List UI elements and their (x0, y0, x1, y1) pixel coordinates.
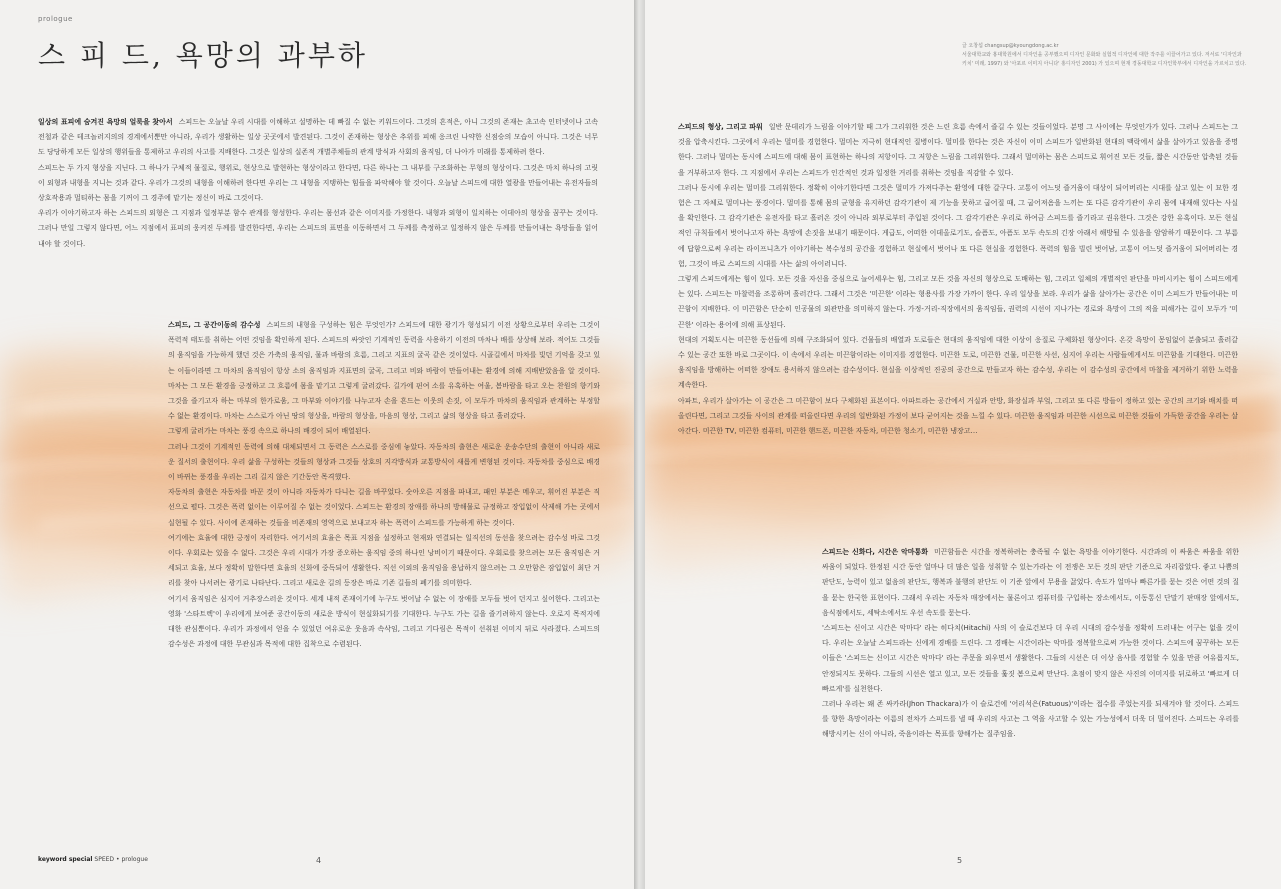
article-block-1 (38, 115, 598, 252)
left-page (0, 0, 634, 889)
author-bio: 서울대학교와 홍대학원에서 디자인을 공부했으며 디자인 문화와 실험적 디자인에 대한 작주를 이끌어가고 있다. 저서로 '디자인과 키치' 미래, 1997) 와 '아포르 이미지 아니다' 홍디자인 2001) 가 있으며 현재 경동대학교 디자인학부에서 디자인을 가르치고 있다. (962, 52, 1247, 68)
section-heading: 스피드, 그 공간이동의 감수성 (168, 321, 261, 329)
paragraph (168, 318, 600, 424)
paragraph-text: 스피드의 내형을 구성하는 힘은 무엇인가? 스피드에 대한 광기가 형성되기 이전 상황으로부터 우리는 그것이 폭력적 태도를 취하는 어떤 것임을 확인하게 된다. 스피드의 싸앗인 기계적인 동력을 사용하기 이전의 마차나 배를 상상해 보라. 적어도 그것들의 움직임을 가능하게 했던 것은 가축의 움직임, 물과 바람의 흐름, 그리고 지표의 굴곡 같은 것이었다. 시골길에서 마차를 빛던 기억을 갖고 있는 이들이라면 그 마차의 움직임이 항상 소의 움직임과 지표면의 굴곡, 그리고 비와 바람이 만들어내는 환경에 의해 지배받았음을 알 것이다. 마차는 그 모든 환경을 긍정하고 그 흐름에 몸을 맡기고 그렇게 굴러갔다. 길가에 핀여 소를 유혹하는 여울, 봄바람을 타고 오는 찬원의 향기와 그것을 즐기고자 하는 마부의 한가로움, 그 마부와 이야기를 나누고자 손을 흔드는 이웃의 손짓, 이 모두가 마차의 움직임과 관계하는 부정할 수 없는 환경이다. 마차는 스스로가 아닌 땅의 형상을, 바람의 형상을, 마음의 형상, 그리고 삶의 형상을 타고 흘러갔다. (168, 321, 600, 421)
page-footer (38, 856, 148, 863)
paragraph (678, 120, 1238, 181)
page-title: 스 피 드, 욕망의 과부하 (38, 39, 368, 72)
right-page (645, 0, 1281, 889)
kicker-label: prologue (38, 15, 73, 23)
paragraph: 우리가 이야기하고자 하는 스피드의 외형은 그 지점과 일정부분 함수 관계를 형성한다. 우리는 몸선과 같은 이미지를 가정한다. 내형과 외형이 일치하는 이데아의 형상을 꿈꾸는 것이다. 그러나 만일 그렇지 않다면, 어느 지점에서 표피의 웅켜진 두께를 발견한다면, 우리는 스피드의 표면을 이동하면서 그 두께를 측정하고 일정하지 않은 두께를 만들어내는 욕망들을 읽어내야 할 것이다. (38, 209, 598, 248)
spine-gutter (634, 0, 645, 889)
section-heading: 스피드의 형상, 그리고 파워 (678, 123, 763, 131)
paragraph: 그렇게 굴러가는 마차는 풍경 속으로 하나의 배경이 되어 배열된다. (168, 427, 371, 436)
author-email: changsup@kyoungdong.ac.kr (984, 43, 1059, 49)
page-number: 4 (316, 856, 322, 865)
footer-sub: prologue (121, 856, 148, 863)
paragraph: 자동차의 출현은 자동차를 바꾼 것이 아니라 자동차가 다니는 길을 바꾸었다. 숫아오른 지점을 파내고, 패인 부분은 메우고, 휘어진 부분은 직선으로 펼다. 그것은 폭력 없이는 이루어질 수 없는 것이었다. 스피드는 환경의 장애를 하나의 방해물로 규정하고 장입없이 삭제해 가는 곳에서 실현될 수 있다. 사이에 존재하는 것들을 비존재의 영역으로 보내고자 하는 폭력이 스피드를 가능하게 하는 것이다. (168, 488, 600, 527)
paragraph: 현대의 거획도시는 미끈한 동선들에 의해 구조화되어 있다. 건물들의 배열과 도로들은 현대의 움직임에 대한 이상이 응질로 구체화된 형상이다. 온갖 욕망이 몽임없이 분출되고 흘러갈 수 있는 공간 또한 바로 그곳이다. 이 속에서 우리는 미끈함이라는 이미지를 경험한다. 미끈한 도로, 미끈한 건물, 미끈한 사선, 심지어 우리는 사람들에게서도 미끈함을 기대한다. 미끈한 움직임을 방해하는 어떠한 장애도 용서하지 않으려는 감수성이다. 현실을 이상적인 진공의 공간으로 만들고자 하는 감수성, 우리는 이 감수성의 공간에서 마찰을 제거하기 위한 노력을 계속한다. (678, 335, 1238, 390)
paragraph: '스피드는 신이고 시간은 악마다' 라는 히다치(Hitachi) 사의 이 슬로건보다 더 우리 시대의 감수성을 정확히 드러내는 어구는 없을 것이다. 우리는 오늘날 스피드라는 신에게 경배를 드린다. 그 경배는 시간이라는 악마를 정복할으로써 가능한 것이다. 스피드에 꿈꾸하는 모든 이들은 '스피드는 신이고 시간은 악마다' 라는 주문을 외우면서 생활한다. 그들의 시선은 더 이상 음사를 경험할 수 있을 만큼 여유롭지도, 안정되지도 못하다. 그들의 시선은 열고 있고, 모든 것들을 훑짓 봄으로써 만난다. 초점이 맞지 않은 사진의 이미지를 뒤로하고 '빠르게 더 빠르게'를 실천한다. (822, 624, 1239, 693)
author-label: 글 (962, 43, 967, 49)
paragraph: 스피드는 두 가지 형상을 지닌다. 그 하나가 구체적 물질로, 행위로, 현상으로 발현하는 형상이라고 한다면, 다른 하나는 그 내부를 구조화하는 무형의 형상이다. 그것은 마치 하나의 고릿이 외형과 내형을 지니는 것과 같다. 우리가 그것의 내형을 이해하려 한다면 우리는 그 내형을 지탱하는 힘들을 파악해야 할 것이다. 오늘날 스피드에 대한 열광을 만들어내는 유전자들의 상호작용과 멀티하는 몸을 기꺼이 그 경주에 맡기는 정신이 바로 그것이다. (38, 163, 598, 203)
author-credit (962, 42, 1248, 70)
article-block-3 (678, 120, 1238, 439)
article-block-4 (822, 545, 1239, 743)
author-line (962, 42, 1248, 51)
paragraph-text: 미끈함들은 시간을 정복하려는 충족될 수 없는 욕망을 이야기한다. 시간과의 이 싸움은 싸움을 위한 싸움이 되었다. 한정된 시간 동안 얼마나 더 많은 일을 성취할 수 있는가라는 이 전쟁은 모든 것의 판단 기준으로 자리잡았다. 좋고 나쁨의 판단도, 능력이 있고 없음의 판단도, 행복과 불행의 판단도 이 기준 앞에서 무용을 끓었다. 속도가 얼마나 빠른가를 묻는 것은 어떤 것의 질을 묻는 한국한 표현이다. 그래서 우리는 자동차 매장에서는 물론이고 컴퓨터를 구입하는 장소에서도, 이동통신 단말기 판매장 앞에서도, 음식점에서도, 세탁소에서도 우선 속도를 묻는다. (822, 548, 1239, 617)
footer-section: keyword special (38, 856, 93, 863)
paragraph (822, 545, 1239, 621)
paragraph: 그러나 동시에 우리는 멀미를 그리워한다. 정확히 이야기한다면 그것은 멀미가 가져다주는 환영에 대한 갈구다. 고통이 어느덧 즐거움이 대상이 되어버리는 시대를 살고 있는 이 묘한 경험은 그 자체로 멀미나는 풍경이다. 멀미를 통해 몸의 균형을 유지하던 감각기관이 제 기능을 못하고 굽어질 때, 그 굽어져옴을 느끼는 또 다른 감각기관이 우리 몸에 내재해 있다는 사실을 확인한다. 그 감각기관은 유전자를 타고 흘러온 것이 아니라 외부로부터 주입된 것이다. 그 감각기관은 우리로 하여금 스피드를 즐기라고 권유한다. 그것은 강한 유혹이다. 모든 현실적인 규칙들에서 벗어나고자 하는 욕망에 손짓을 보내기 때문이다. 게급도, 어떠한 이데올로기도, 슬픔도, 아픔도 모두 속도의 긴장 아래서 해방될 수 있음을 암암하기 때문이다. 그 부름에 답함으로써 우리는 라이프니츠가 이야기하는 복수성의 공간을 경험하고 현실에서 벗어나 또 다른 현실을 경험한다. 폭력의 힘을 빌린 벗어남, 고통이 어느덧 즐거움이 되어버리는 경험, 그것이 바로 스피드의 시대를 사는 삶의 아이러니다. (678, 183, 1238, 268)
author-name: 오창섭 (968, 43, 983, 49)
footer-topic: SPEED (94, 856, 115, 863)
paragraph: 그렇게 스피드에게는 힘이 있다. 모든 것을 자신을 중심으로 늘어세우는 힘, 그리고 모든 것을 자신의 형상으로 도배하는 힘, 그리고 일체의 개별적인 판단을 마비시키는 힘이 스피드에게는 있다. 스피드는 마찰력을 조롱하며 흘러간다. 그래서 그것은 '미끈한' 이라는 형용사를 가장 가까이 한다. 우리 일상을 보라. 우리가 삶을 살아가는 공간은 이미 스피드가 만들어내는 미끈함이 지배한다. 이 미끈함은 단순히 인공물의 외관만을 의미하지 않는다. 가정-거리-직장에서의 움직임들, 권력의 시선이 지나가는 경로와 욕망이 그의 적을 피해가는 길이 모두가 '미끈한' 이라는 용어에 의해 표상된다. (678, 275, 1238, 329)
footer-separator: • (115, 856, 120, 863)
paragraph: 여기에는 효율에 대한 긍정이 자리한다. 여기서의 효율은 목표 지점을 설정하고 현재와 연결되는 일직선의 동선을 찾으려는 감수성 바로 그것이다. 우회로는 있을 수 없다. 그것은 우리 시대가 가장 증오하는 움직임 중의 하나인 낭비이기 때문이다. 우회로를 찾으려는 모든 움직임은 거세되고 효율, 보다 정확히 말한다면 효율의 신화에 중독되어 생활한다. 직선 이외의 움직임을 용납하지 않으려는 그 오만함은 잠입없이 최단 거리를 찾아 나서려는 광기로 나타난다. 그리고 새로운 길의 등장은 바로 기존 길들의 폐기를 의미한다. (168, 533, 600, 588)
paragraph-text: 일반 문데리가 느림을 이야기할 때 그가 그리워한 것은 느린 흐름 속에서 즐길 수 있는 것들이었다. 분명 그 사이에는 무엇인가가 있다. 그러나 스피드는 그것을 압축시킨다. 그곳에서 우리는 멀미를 경험한다. 멀미는 지극히 현대적인 질병이다. 멀미를 한다는 것은 자신이 이미 스피드가 일반화된 현대의 맥락에서 삶을 살아가고 있음을 증명한다. 그러나 멀미는 동시에 스피드에 대해 몸이 표현하는 하나의 저항이다. 그 저항은 느림을 그리워한다. 그래서 멀미하는 몸은 스피드로 휘어진 모든 것들, 짧은 시간동안 압축된 것들을 거부하고자 한다. 그 지점에서 우리는 스피드가 인간적인 것과 일정한 거리를 취하는 것임을 직감할 수 있다. (678, 123, 1238, 177)
paragraph: 아파트, 우리가 살아가는 이 공간은 그 미끈함이 보다 구체화된 표본이다. 아파트라는 공간에서 거실과 안방, 화장실과 부엌, 그리고 또 다른 방들이 정하고 있는 공간의 크기와 배치를 떠올린다면, 그리고 그것들 사이의 관계를 떠올린다면 우리의 일반화된 가정이 보다 굳어지는 것을 느낄 수 있다. 미끈한 움직임과 미끈한 시선으로 미끈한 것들이 가득한 공간을 우리는 살아간다. 미끈한 TV, 미끈한 컴퓨터, 미끈한 핸드폰, 미끈한 자동차, 미끈한 청소기, 미끈한 냉장고… (678, 396, 1238, 436)
paragraph: 그러나 그것이 기계적인 동력에 의해 대체되면서 그 동력은 스스로를 중심에 놓았다. 자동차의 출현은 새로운 운송수단의 출현이 아니라 새로운 질서의 출현이다. 우리 삶을 구성하는 것들의 형상과 그것들 상호의 지각방식과 교통방식이 새롭게 변형된 것이다. 자동차를 중심으로 배경이 바뀌는 풍경을 우리는 그리 길지 않은 기간동안 목격했다. (168, 442, 600, 482)
paragraph: 여기서 움직임은 심지어 거추장스러운 것이다. 세계 내적 존재이기에 누구도 벗어날 수 없는 이 장애를 모두들 벗어 던지고 싶어한다. 그리고는 영화 '스타트렉'이 우리에게 보여준 공간이동의 새로운 방식이 현실화되기를 기대한다. 누구도 가는 길을 즐기려하지 않는다. 오로지 목적지에 대한 관심뿐이다. 우리가 과정에서 얻을 수 있었던 여유로운 웃음과 속삭임, 그리고 기다림은 목적이 선취된 이미지 뒤로 사라졌다. 스피드의 감수성은 과정에 대한 무관심과 목적에 대한 집착으로 수렴된다. (168, 594, 600, 649)
section-heading: 일상의 표피에 숨겨진 욕망의 얼룩을 찾아서 (38, 118, 173, 126)
paragraph (38, 115, 598, 161)
section-heading: 스피드는 신화다, 시간은 악마통화 (822, 548, 929, 556)
paragraph: 그러나 우리는 왜 존 싸카라(Jhon Thackara)가 이 슬로건에 '어리석은(Fatuous)'이라는 접수를 주었는지를 되새겨야 할 것이다. 스피드를 향한 욕망이라는 이름의 전차가 스피드를 낼 때 우리의 사고는 그 역을 사고할 수 있는 가능성에서 더욱 더 멀어진다. 스피드는 우리를 해방시키는 신이 아니라, 죽음이라는 목표를 향해가는 질주임을. (822, 700, 1239, 739)
article-block-2 (168, 318, 600, 652)
page-number: 5 (957, 856, 963, 865)
paragraph-text: 스피드는 오늘날 우리 시대를 이해하고 설명하는 데 빠질 수 없는 키워드이다. 그것의 흔적은, 아니 그것의 존재는 초고속 인터넷이나 고속전철과 같은 테크놀러지의의 경계에서뿐만 아니라, 우리가 생활하는 일상 곳곳에서 발견된다. 그것이 존재하는 형상은 추위를 피해 응크린 나약한 신점승의 모습이 아니다. 그것은 너무도 당당하게 모든 일상의 행위들을 통제하고 우리의 사고를 지배한다. 그것은 일상의 실존적 개별주체들의 관계 방식과 사회의 움직임, 더 나아가 미래를 통제하려 한다. (38, 118, 598, 157)
